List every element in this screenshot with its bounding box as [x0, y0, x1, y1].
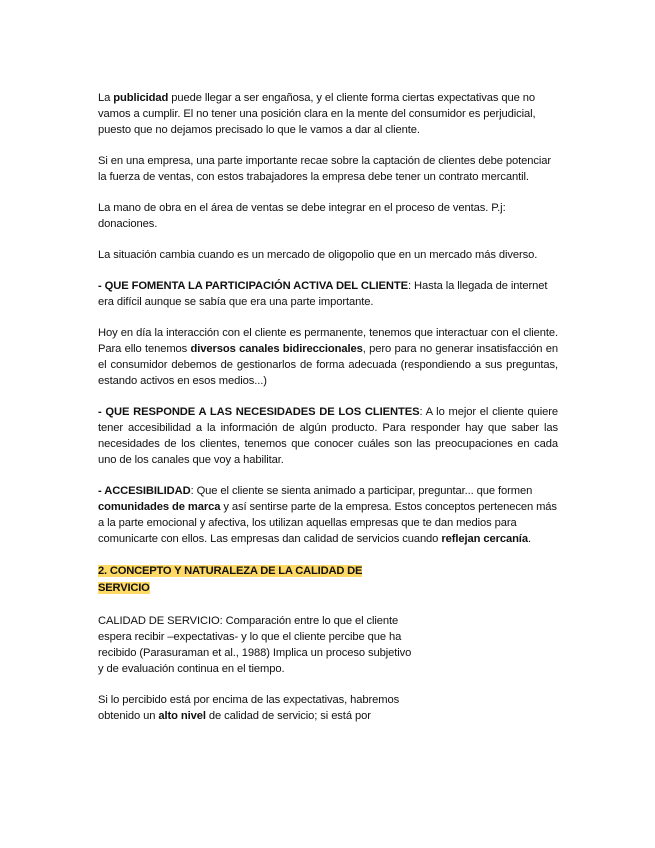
- bold-term: diversos canales bidireccionales: [190, 343, 363, 355]
- bold-term: alto nivel: [158, 710, 206, 722]
- text-run: Hoy en día la interacción con el cliente es permanente, tenemos que interactuar con el cliente. Para ello tenemos: [98, 327, 558, 355]
- section-heading-wrapper: [98, 563, 388, 597]
- text-run: : Que el cliente se sienta animado a participar, preguntar... que formen: [190, 485, 533, 497]
- bold-term: publicidad: [113, 92, 169, 104]
- text-run: : Hasta la llegada de internet era difícil aunque se sabía que era una parte importante.: [98, 280, 548, 308]
- bold-term: - ACCESIBILIDAD: [98, 485, 191, 497]
- paragraph-calidad-servicio: CALIDAD DE SERVICIO: Comparación entre lo que el cliente espera recibir –expectativas- y lo que el cliente percibe que ha recibido (Parasuraman et al., 1988) Implica un proceso subjetivo y de evaluación continua en el tiempo.: [98, 615, 412, 675]
- paragraph-necesidades: [98, 404, 558, 468]
- paragraph-interaccion: [98, 325, 558, 389]
- text-run: , pero para no generar insatisfacción en el consumidor debemos de gestionarlos de forma adecuada (respondiendo a sus preguntas, estando activos en esos medios...): [98, 343, 558, 387]
- bold-term: comunidades de marca: [98, 501, 221, 513]
- document-page: [98, 90, 558, 724]
- text-run: .: [527, 533, 531, 545]
- text-run: Si lo percibido está por encima de las expectativas, habremos obtenido un: [98, 694, 400, 722]
- text-run: y así sentirse parte de la empresa. Estos conceptos pertenecen más a la parte emocional y afectiva, los utilizan aquellas empresas que te dan medios para comunicarte con ellos. Las empresas dan calidad de servicios cuando: [98, 501, 557, 545]
- bold-term: reflejan cercanía: [441, 533, 528, 545]
- paragraph-accesibilidad: [98, 483, 558, 547]
- bold-term: - QUE RESPONDE A LAS NECESIDADES DE LOS CLIENTES: [98, 406, 420, 418]
- text-run: puede llegar a ser engañosa, y el cliente forma ciertas expectativas que no vamos a cumplir. El no tener una posición clara en la mente del consumidor es perjudicial, puesto que no dejamos precisado lo que le vamos a dar al cliente.: [98, 92, 536, 136]
- paragraph-mano-de-obra: La mano de obra en el área de ventas se debe integrar en el proceso de ventas. P.j: donaciones.: [98, 202, 506, 230]
- bold-term: - QUE FOMENTA LA PARTICIPACIÓN ACTIVA DEL CLIENTE: [98, 280, 408, 292]
- text-run: La: [98, 92, 114, 104]
- paragraph-publicidad: [98, 90, 558, 138]
- paragraph-oligopolio: La situación cambia cuando es un mercado de oligopolio que en un mercado más diverso.: [98, 249, 538, 261]
- paragraph-fuerza-ventas: Si en una empresa, una parte importante recae sobre la captación de clientes debe potenciar la fuerza de ventas, con estos trabajadores la empresa debe tener un contrato mercantil.: [98, 155, 551, 183]
- text-run: : A lo mejor el cliente quiere tener accesibilidad a la información de algún producto. Para responder hay que saber las necesidades de los clientes, tenemos que conocer cuáles son las preocupaciones en cada uno de los canales que voy a habilitar.: [98, 406, 559, 466]
- text-run: de calidad de servicio; si está por: [205, 710, 371, 722]
- section-heading: 2. CONCEPTO Y NATURALEZA DE LA CALIDAD DE SERVICIO: [98, 565, 363, 594]
- paragraph-participacion-activa: [98, 278, 558, 310]
- paragraph-percibido: [98, 692, 416, 724]
